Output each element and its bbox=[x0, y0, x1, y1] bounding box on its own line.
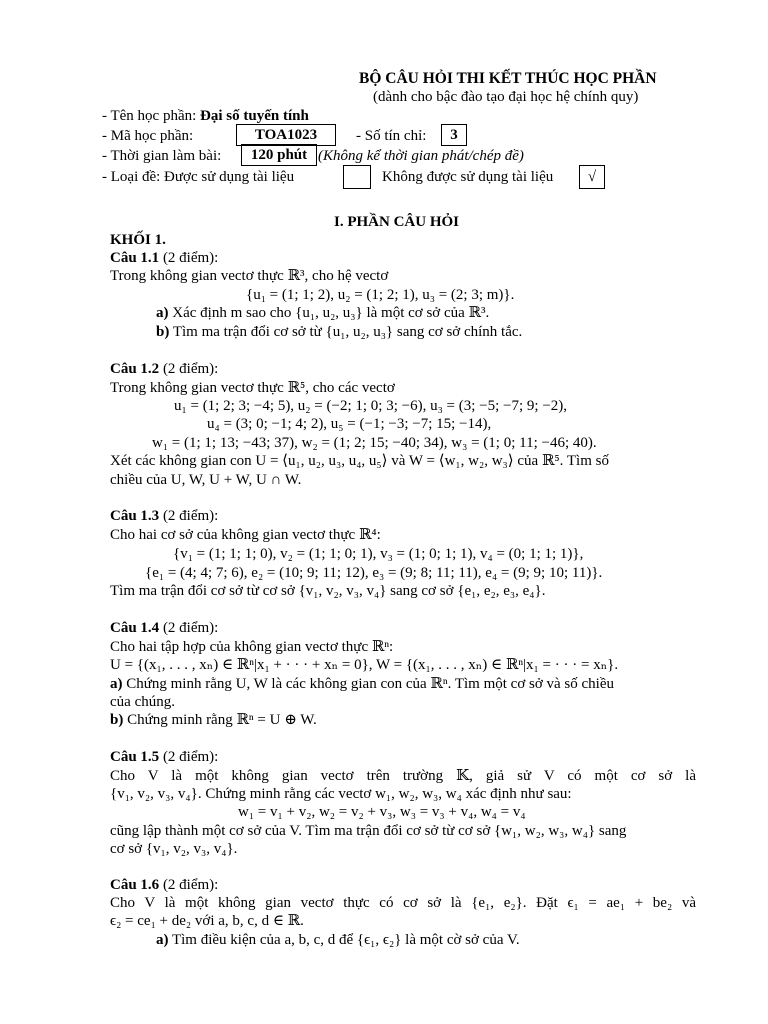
math-line: {v₁ = (1; 1; 1; 0), v₂ = (1; 1; 0; 1), v₃ = (1; 0; 1; 1), v₄ = (0; 1; 1; 1)}, bbox=[173, 546, 584, 562]
part-label: a) bbox=[156, 932, 169, 948]
part-label: a) bbox=[156, 305, 169, 321]
question-title: Câu 1.3 bbox=[110, 508, 160, 524]
exam-type-label: - Loại đề: Được sử dụng tài liệu bbox=[102, 169, 295, 185]
question-part-a bbox=[156, 304, 489, 322]
question-points: (2 điểm): bbox=[159, 620, 219, 636]
question-text: Trong không gian vectơ thực ℝ³, cho hệ vectơ bbox=[110, 268, 389, 284]
question-text: Cho hai tập hợp của không gian vectơ thực ℝⁿ: bbox=[110, 639, 394, 655]
time-note: (Không kể thời gian phát/chép đề) bbox=[318, 148, 524, 164]
math-line: w₁ = (1; 1; 13; −43; 37), w₂ = (1; 2; 15; −40; 34), w₃ = (1; 0; 11; −46; 40). bbox=[152, 435, 597, 451]
question-1-2-heading bbox=[110, 360, 218, 378]
course-code-box: TOA1023 bbox=[236, 124, 336, 146]
math-line: {e₁ = (4; 4; 7; 6), e₂ = (10; 9; 11; 12), e₃ = (9; 8; 11; 11), e₄ = (9; 9; 10; 11)}. bbox=[145, 565, 603, 581]
question-points: (2 điểm): bbox=[159, 250, 219, 266]
question-title: Câu 1.4 bbox=[110, 620, 160, 636]
part-text: Tìm điều kiện của a, b, c, d để {ϵ₁, ϵ₂} là một cờ sở của V. bbox=[168, 932, 520, 948]
closed-book-label: Không được sử dụng tài liệu bbox=[382, 169, 554, 185]
question-points: (2 điểm): bbox=[159, 361, 219, 377]
credits-label: - Số tín chỉ: bbox=[356, 128, 427, 144]
part-text: Tìm ma trận đổi cơ sở từ {u₁, u₂, u₃} sang cơ sở chính tắc. bbox=[169, 324, 523, 340]
course-name-row bbox=[102, 107, 309, 125]
course-name-label: - Tên học phần: bbox=[102, 108, 201, 124]
course-code-label: - Mã học phần: bbox=[102, 128, 194, 144]
question-text: cơ sở {v₁, v₂, v₃, v₄}. bbox=[110, 841, 238, 857]
question-text: Cho V là một không gian vectơ thực có cơ sở là {e₁, e₂}. Đặt ϵ₁ = ae₁ + be₂ và bbox=[110, 895, 696, 911]
math-line: U = {(x₁, . . . , xₙ) ∈ ℝⁿ|x₁ + · · · + xₙ = 0}, W = {(x₁, . . . , xₙ) ∈ ℝⁿ|x₁ = · · · = xₙ}. bbox=[110, 657, 619, 673]
question-text: Trong không gian vectơ thực ℝ⁵, cho các vectơ bbox=[110, 380, 395, 396]
question-text: cũng lập thành một cơ sở của V. Tìm ma trận đổi cơ sở từ cơ sở {w₁, w₂, w₃, w₄} sang bbox=[110, 823, 627, 839]
math-line: u₄ = (3; 0; −1; 4; 2), u₅ = (−1; −3; −7; 15; −14), bbox=[207, 416, 492, 432]
question-points: (2 điểm): bbox=[159, 877, 219, 893]
question-title: Câu 1.1 bbox=[110, 250, 160, 266]
math-line: u₁ = (1; 2; 3; −4; 5), u₂ = (−2; 1; 0; 3; −6), u₃ = (3; −5; −7; 9; −2), bbox=[174, 398, 568, 414]
question-text: Xét các không gian con U = ⟨u₁, u₂, u₃, u₄, u₅⟩ và W = ⟨w₁, w₂, w₃⟩ của ℝ⁵. Tìm số bbox=[110, 453, 609, 469]
question-text: Cho V là một không gian vectơ trên trường 𝕂, giả sử V có một cơ sở là bbox=[110, 768, 696, 784]
question-points: (2 điểm): bbox=[159, 749, 219, 765]
exam-title: BỘ CÂU HỎI THI KẾT THÚC HỌC PHẦN bbox=[359, 70, 657, 87]
time-label: - Thời gian làm bài: bbox=[102, 148, 222, 164]
question-1-4-heading bbox=[110, 619, 218, 637]
part-text: Chứng minh rằng U, W là các không gian con của ℝⁿ. Tìm một cơ sở và số chiều bbox=[122, 676, 615, 692]
exam-subtitle: (dành cho bậc đào tạo đại học hệ chính quy) bbox=[373, 89, 639, 105]
math-line: w₁ = v₁ + v₂, w₂ = v₂ + v₃, w₃ = v₃ + v₄, w₄ = v₄ bbox=[238, 804, 526, 820]
question-text: {v₁, v₂, v₃, v₄}. Chứng minh rằng các vectơ w₁, w₂, w₃, w₄ xác định như sau: bbox=[110, 786, 572, 802]
credits-box: 3 bbox=[441, 124, 467, 146]
question-part-b bbox=[156, 323, 522, 341]
closed-book-checkbox: √ bbox=[579, 165, 605, 189]
part-label: b) bbox=[110, 712, 124, 728]
block-title: KHỐI 1. bbox=[110, 232, 166, 248]
question-1-3-heading bbox=[110, 507, 218, 525]
question-part-a bbox=[110, 675, 614, 693]
question-title: Câu 1.6 bbox=[110, 877, 160, 893]
question-points: (2 điểm): bbox=[159, 508, 219, 524]
question-1-6-heading bbox=[110, 876, 218, 894]
question-title: Câu 1.5 bbox=[110, 749, 160, 765]
question-part-a bbox=[156, 931, 520, 949]
question-text: của chúng. bbox=[110, 694, 175, 710]
question-text: Cho hai cơ sở của không gian vectơ thực ℝ⁴: bbox=[110, 527, 381, 543]
section-title: I. PHẦN CÂU HỎI bbox=[334, 214, 460, 230]
question-text: ϵ₂ = ce₁ + de₂ với a, b, c, d ∈ ℝ. bbox=[110, 913, 304, 929]
part-label: b) bbox=[156, 324, 170, 340]
time-box: 120 phút bbox=[241, 144, 317, 166]
part-label: a) bbox=[110, 676, 123, 692]
part-text: Xác định m sao cho {u₁, u₂, u₃} là một cơ sở của ℝ³. bbox=[168, 305, 490, 321]
question-part-b bbox=[110, 711, 317, 729]
open-book-checkbox bbox=[343, 165, 371, 189]
question-1-1-heading bbox=[110, 249, 218, 267]
math-line: {u₁ = (1; 1; 2), u₂ = (1; 2; 1), u₃ = (2; 3; m)}. bbox=[246, 287, 515, 303]
question-title: Câu 1.2 bbox=[110, 361, 160, 377]
question-text: chiều của U, W, U + W, U ∩ W. bbox=[110, 472, 302, 488]
course-name: Đại số tuyến tính bbox=[200, 108, 309, 124]
question-text: Tìm ma trận đổi cơ sở từ cơ sở {v₁, v₂, v₃, v₄} sang cơ sở {e₁, e₂, e₃, e₄}. bbox=[110, 583, 546, 599]
part-text: Chứng minh rằng ℝⁿ = U ⊕ W. bbox=[123, 712, 317, 728]
question-1-5-heading bbox=[110, 748, 218, 766]
